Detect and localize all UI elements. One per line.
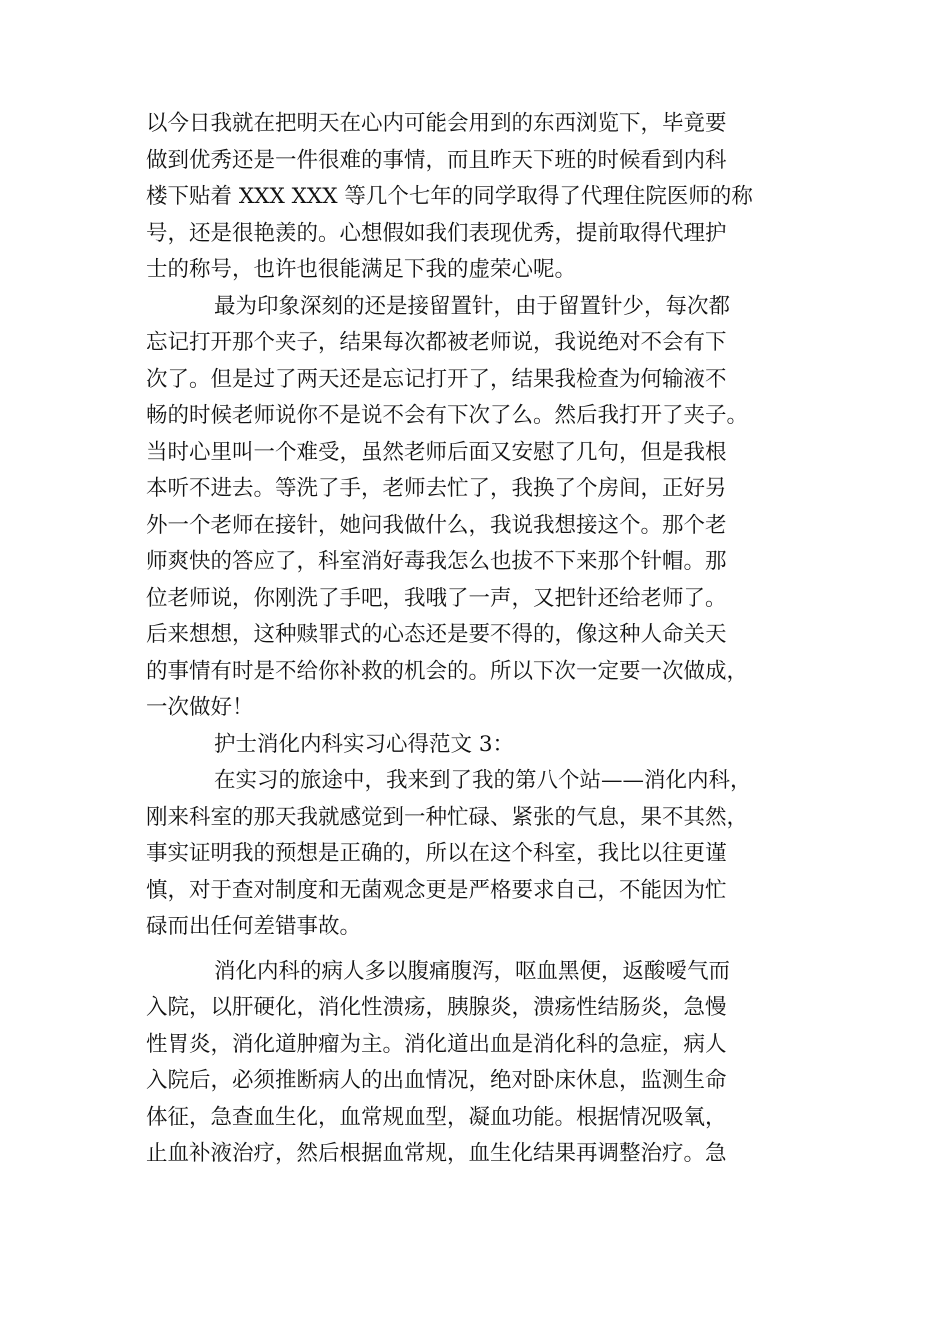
text-line: 外一个老师在接针，她问我做什么，我说我想接这个。那个老: [146, 512, 727, 538]
text-line: 止血补液治疗，然后根据血常规，血生化结果再调整治疗。急: [146, 1141, 727, 1166]
text-line: 入院后，必须推断病人的出血情况，绝对卧床休息，监测生命: [146, 1068, 727, 1093]
text-line: 碌而出任何差错事故。: [146, 914, 362, 939]
text-line: 楼下贴着 XXX XXX 等几个七年的同学取得了代理住院医师的称: [146, 184, 753, 209]
paragraph-2: [146, 289, 811, 727]
text-line: 士的称号，也许也很能满足下我的虚荣心呢。: [146, 257, 577, 282]
text-line: 忘记打开那个夹子，结果每次都被老师说，我说绝对不会有下: [146, 330, 727, 355]
text-line: 号，还是很艳羡的。心想假如我们表现优秀，提前取得代理护: [146, 220, 727, 246]
text-line: 在实习的旅途中，我来到了我的第八个站——消化内科，: [214, 768, 752, 793]
document-page: [146, 106, 811, 1173]
text-line: 师爽快的答应了，科室消好毒我怎么也拔不下来那个针帽。那: [146, 549, 727, 574]
heading-text: 护士消化内科实习心得范文 3：: [214, 731, 515, 757]
text-line: 本听不进去。等洗了手，老师去忙了，我换了个房间，正好另: [146, 476, 727, 501]
text-line: 最为印象深刻的还是接留置针，由于留置针少，每次都: [214, 293, 731, 319]
paragraph-3: [146, 763, 811, 946]
text-line: 体征，急查血生化，血常规血型，凝血功能。根据情况吸氧，: [146, 1104, 727, 1130]
text-line: 事实证明我的预想是正确的，所以在这个科室，我比以往更谨: [146, 841, 727, 866]
text-line: 当时心里叫一个难受，虽然老师后面又安慰了几句，但是我根: [146, 439, 727, 465]
text-line: 慎，对于查对制度和无菌观念更是严格要求自己，不能因为忙: [146, 877, 727, 903]
text-line: 畅的时候老师说你不是说不会有下次了么。然后我打开了夹子。: [146, 403, 749, 428]
text-line: 入院，以肝硬化，消化性溃疡，胰腺炎，溃疡性结肠炎，急慢: [146, 995, 727, 1020]
text-line: 的事情有时是不给你补救的机会的。所以下次一定要一次做成，: [146, 658, 749, 684]
paragraph-1: [146, 106, 811, 289]
paragraph-4: [146, 954, 811, 1173]
text-line: 刚来科室的那天我就感觉到一种忙碌、紧张的气息，果不其然，: [146, 804, 749, 830]
text-line: 一次做好！: [146, 695, 254, 720]
section-heading: [146, 727, 811, 764]
text-line: 性胃炎，消化道肿瘤为主。消化道出血是消化科的急症，病人: [146, 1031, 727, 1057]
text-line: 以今日我就在把明天在心内可能会用到的东西浏览下，毕竟要: [146, 111, 727, 136]
text-line: 位老师说，你刚洗了手吧，我哦了一声，又把针还给老师了。: [146, 585, 727, 611]
text-line: 次了。但是过了两天还是忘记打开了，结果我检查为何输液不: [146, 366, 727, 392]
text-line: 做到优秀还是一件很难的事情，而且昨天下班的时候看到内科: [146, 147, 727, 173]
text-line: 消化内科的病人多以腹痛腹泻，呕血黑便，返酸嗳气而: [214, 958, 731, 984]
text-line: 后来想想，这种赎罪式的心态还是要不得的，像这种人命关天: [146, 622, 727, 647]
